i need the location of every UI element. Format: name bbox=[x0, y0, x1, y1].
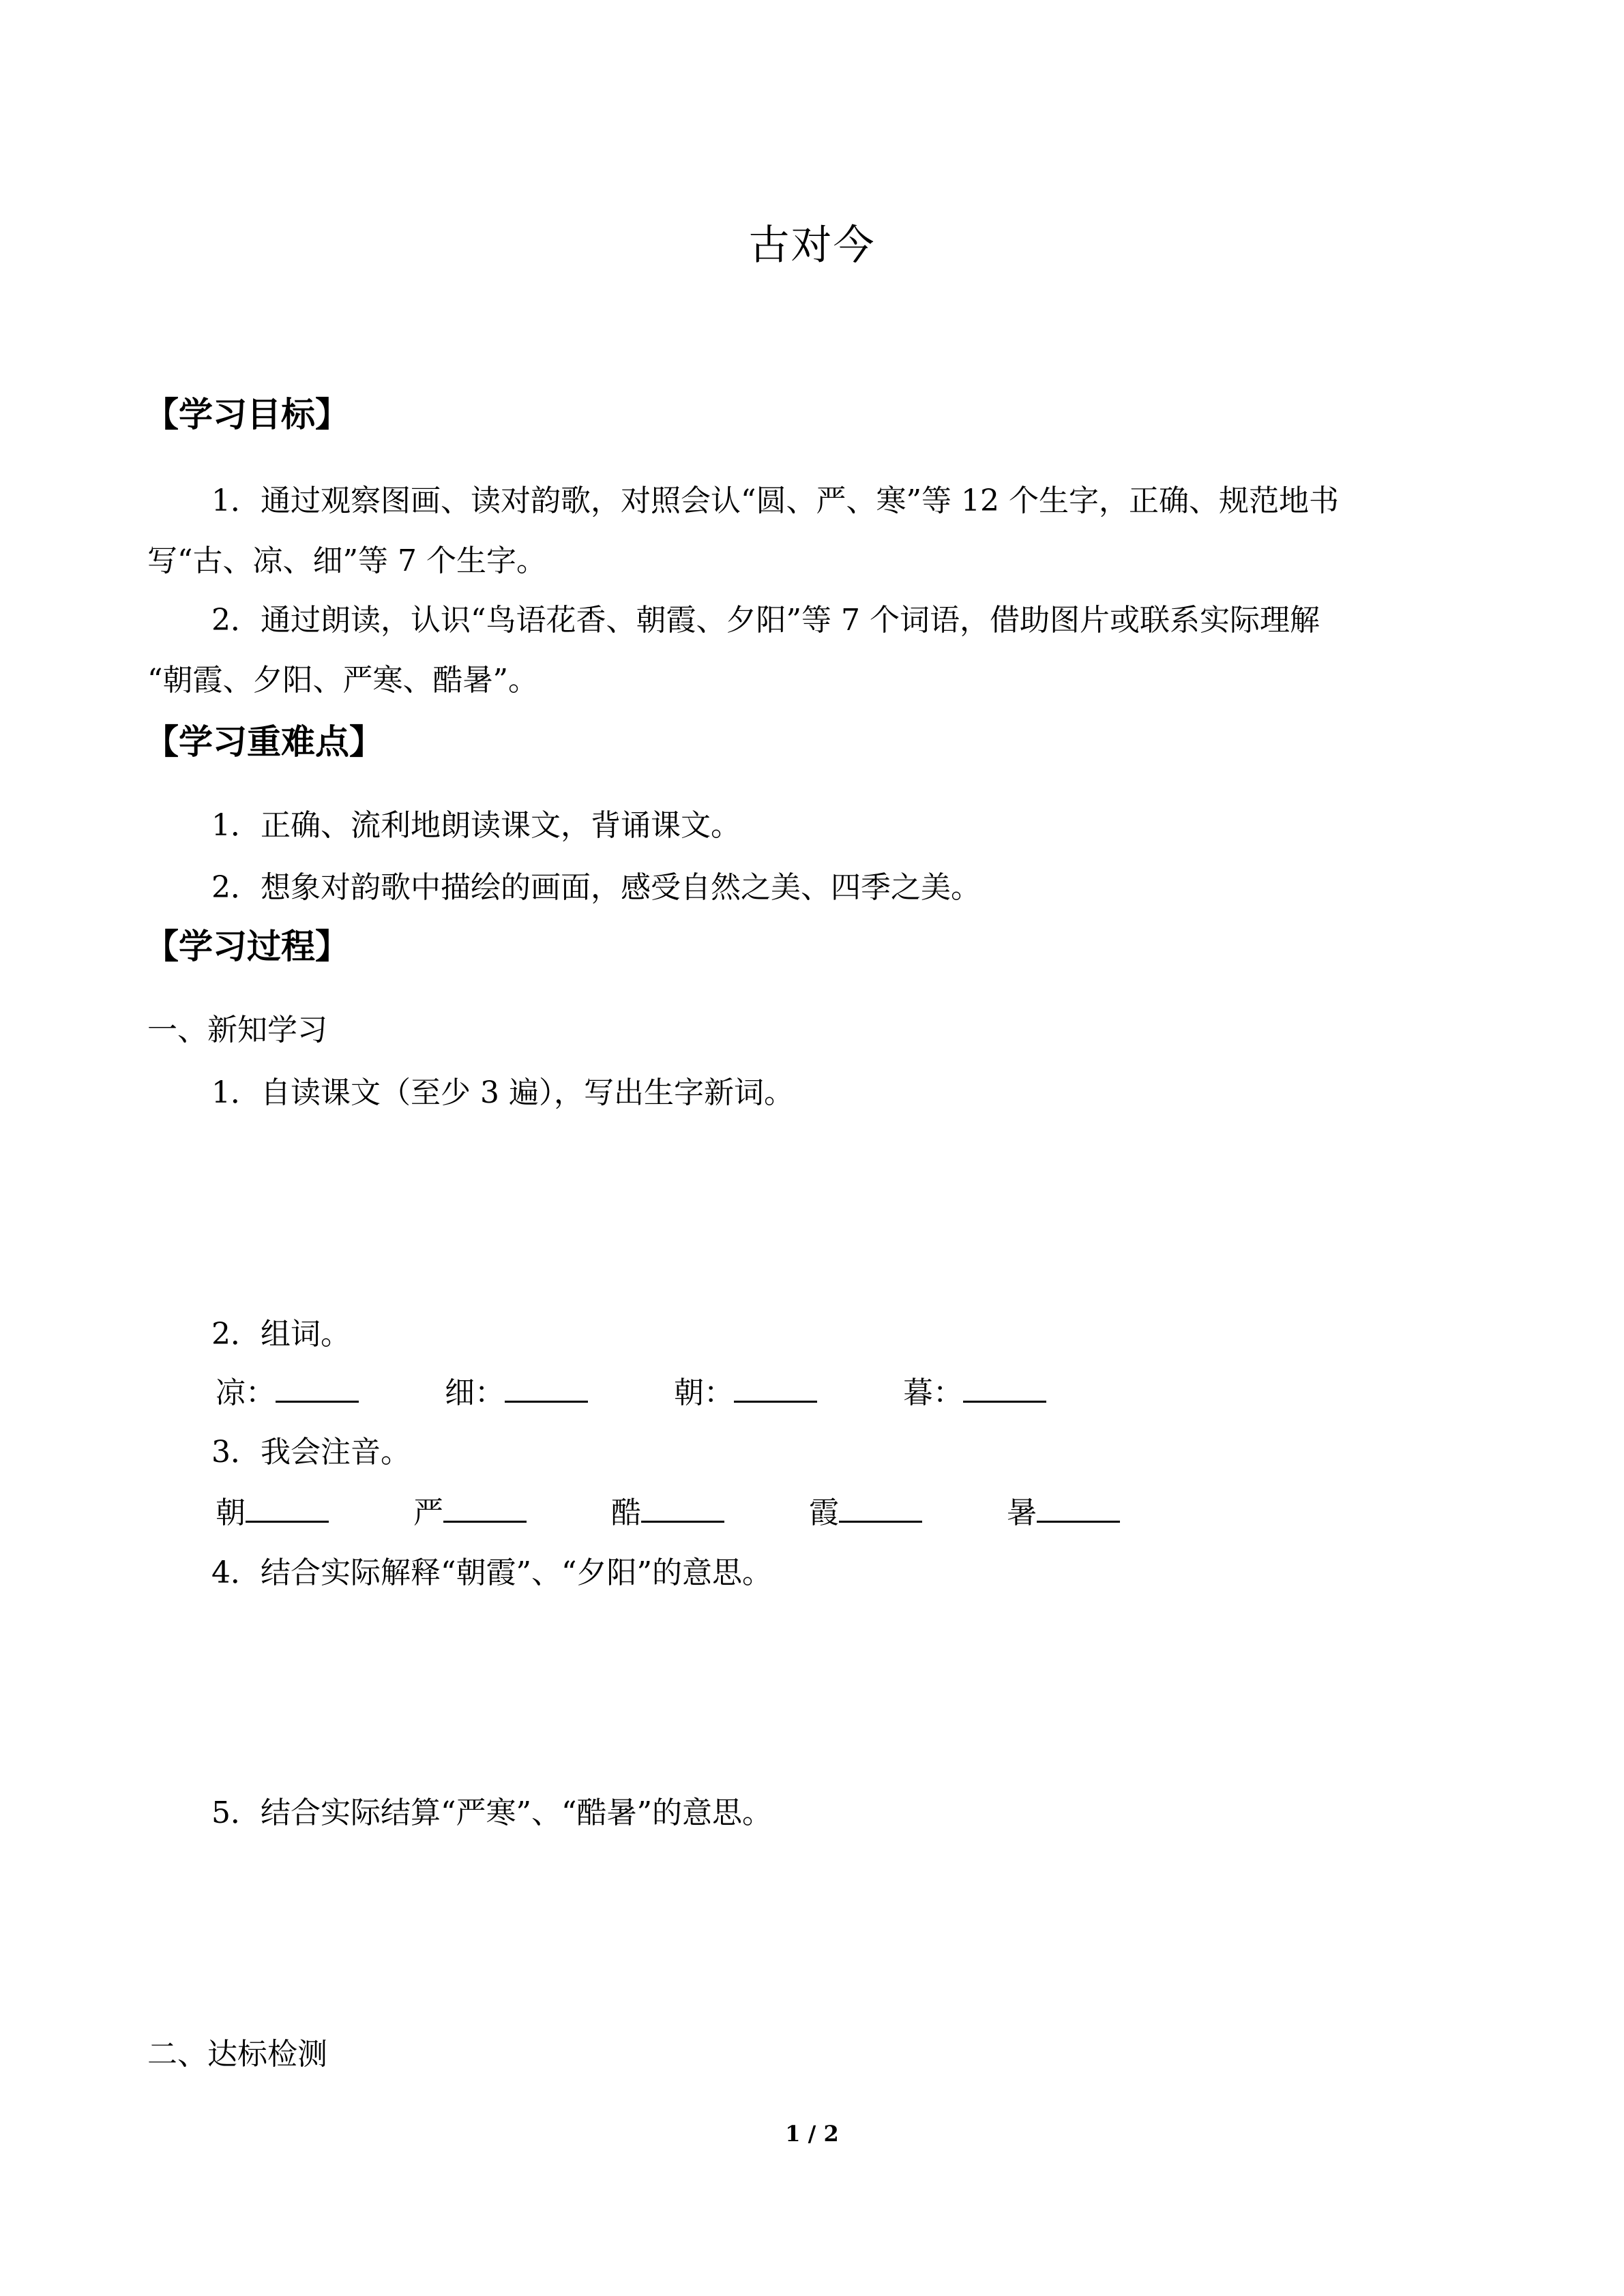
key-point-item-2: 2．想象对韵歌中描绘的画面，感受自然之美、四季之美。 bbox=[211, 870, 981, 905]
word-prompt: 朝： bbox=[674, 1375, 734, 1410]
key-point-item-1: 1．正确、流利地朗读课文，背诵课文。 bbox=[211, 808, 741, 843]
goal-item-1-line-2: 写“古、凉、细”等 7 个生字。 bbox=[147, 543, 546, 578]
word-prompt: 凉： bbox=[216, 1375, 276, 1410]
section-heading-key-points: 【学习重难点】 bbox=[145, 722, 383, 762]
word-formation-row bbox=[216, 1368, 1046, 1412]
answer-blank[interactable] bbox=[641, 1493, 724, 1523]
pinyin-char: 严 bbox=[413, 1495, 443, 1530]
pinyin-char: 霞 bbox=[809, 1495, 839, 1530]
answer-blank[interactable] bbox=[963, 1373, 1046, 1403]
answer-blank[interactable] bbox=[734, 1373, 817, 1403]
goal-item-1-line-1: 1．通过观察图画、读对韵歌，对照会认“圆、严、寒”等 12 个生字，正确、规范地书 bbox=[211, 483, 1339, 518]
part-2-title: 二、达标检测 bbox=[147, 2037, 327, 2072]
section-heading-goals: 【学习目标】 bbox=[145, 395, 349, 434]
question-1: 1．自读课文（至少 3 遍），写出生字新词。 bbox=[211, 1075, 794, 1110]
goal-item-2-line-2: “朝霞、夕阳、严寒、酷暑”。 bbox=[147, 663, 538, 698]
pinyin-char: 朝 bbox=[216, 1495, 246, 1530]
page-number: 1 / 2 bbox=[785, 2121, 839, 2147]
pinyin-char: 暑 bbox=[1007, 1495, 1037, 1530]
question-5: 5．结合实际结算“严寒”、“酷暑”的意思。 bbox=[211, 1795, 772, 1830]
answer-blank[interactable] bbox=[246, 1493, 329, 1523]
answer-blank[interactable] bbox=[839, 1493, 922, 1523]
answer-blank[interactable] bbox=[1037, 1493, 1120, 1523]
answer-blank[interactable] bbox=[505, 1373, 588, 1403]
answer-blank[interactable] bbox=[443, 1493, 527, 1523]
pinyin-char: 酷 bbox=[611, 1495, 641, 1530]
question-2: 2．组词。 bbox=[211, 1317, 351, 1352]
goal-item-2-line-1: 2．通过朗读，认识“鸟语花香、朝霞、夕阳”等 7 个词语，借助图片或联系实际理解 bbox=[211, 603, 1320, 638]
question-4: 4．结合实际解释“朝霞”、“夕阳”的意思。 bbox=[211, 1555, 772, 1590]
question-3: 3．我会注音。 bbox=[211, 1435, 411, 1470]
answer-blank[interactable] bbox=[276, 1373, 359, 1403]
pinyin-row bbox=[216, 1488, 1120, 1532]
word-prompt: 细： bbox=[445, 1375, 505, 1410]
part-1-title: 一、新知学习 bbox=[147, 1013, 327, 1047]
section-heading-process: 【学习过程】 bbox=[145, 927, 349, 966]
word-prompt: 暮： bbox=[903, 1375, 963, 1410]
page-title: 古对今 bbox=[748, 222, 876, 269]
